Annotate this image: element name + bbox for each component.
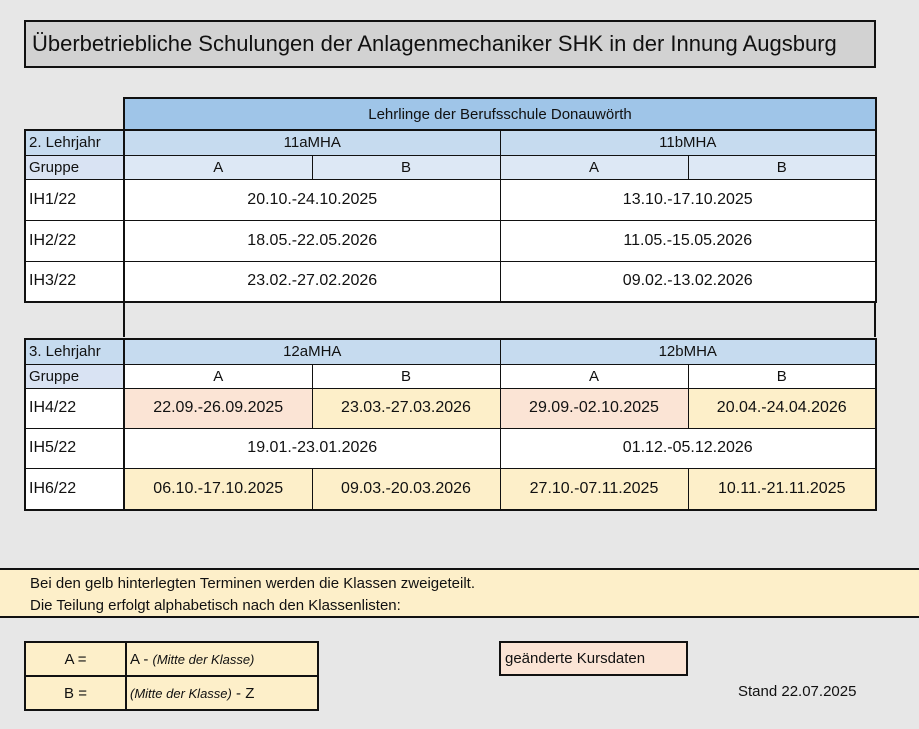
table-row	[25, 388, 876, 428]
date-cell-changed: 29.09.-02.10.2025	[500, 388, 688, 428]
legend-b-italic: (Mitte der Klasse)	[130, 685, 232, 701]
table-row	[25, 428, 876, 468]
group-cell: B	[312, 364, 500, 388]
group-label: Gruppe	[25, 155, 124, 179]
legend-a-italic: (Mitte der Klasse)	[152, 651, 255, 667]
table-row	[25, 261, 876, 302]
table-row	[25, 468, 876, 510]
schedule-table-year2	[24, 97, 877, 303]
date-cell: 01.12.-05.12.2026	[500, 428, 876, 468]
row-id: IH2/22	[25, 220, 124, 261]
group-label: Gruppe	[25, 364, 124, 388]
group-cell: B	[688, 155, 876, 179]
split-legend	[24, 641, 319, 711]
date-cell: 20.10.-24.10.2025	[124, 179, 500, 220]
date-cell-split: 20.04.-24.04.2026	[688, 388, 876, 428]
legend-b-label: B =	[25, 676, 126, 710]
split-note	[0, 568, 919, 618]
row-id: IH1/22	[25, 179, 124, 220]
class-header: 11aMHA	[124, 130, 500, 155]
date-cell: 11.05.-15.05.2026	[500, 220, 876, 261]
class-header: 12bMHA	[500, 339, 876, 364]
year-label: 2. Lehrjahr	[25, 130, 124, 155]
table-gap	[123, 301, 876, 337]
date-cell-split: 10.11.-21.11.2025	[688, 468, 876, 510]
changed-dates-legend: geänderte Kursdaten	[499, 641, 688, 676]
split-note-line1: Bei den gelb hinterlegten Terminen werden die Klassen zweigeteilt.	[30, 575, 475, 592]
split-note-line2: Die Teilung erfolgt alphabetisch nach den Klassenlisten:	[30, 597, 401, 614]
group-cell: A	[124, 155, 312, 179]
table-row	[25, 179, 876, 220]
group-cell: B	[688, 364, 876, 388]
row-id: IH6/22	[25, 468, 124, 510]
section-header: Lehrlinge der Berufsschule Donauwörth	[124, 98, 876, 130]
date-cell: 09.02.-13.02.2026	[500, 261, 876, 302]
date-cell-changed: 22.09.-26.09.2025	[124, 388, 312, 428]
row-id: IH3/22	[25, 261, 124, 302]
table-row	[25, 220, 876, 261]
date-cell: 18.05.-22.05.2026	[124, 220, 500, 261]
group-cell: B	[312, 155, 500, 179]
legend-b-desc	[126, 676, 318, 710]
corner-empty	[25, 98, 124, 130]
legend-a-desc	[126, 642, 318, 676]
legend-a-prefix: A -	[130, 650, 153, 668]
row-id: IH4/22	[25, 388, 124, 428]
stand-date: Stand 22.07.2025	[738, 683, 857, 700]
group-cell: A	[500, 364, 688, 388]
date-cell-split: 23.03.-27.03.2026	[312, 388, 500, 428]
date-cell: 13.10.-17.10.2025	[500, 179, 876, 220]
date-cell: 19.01.-23.01.2026	[124, 428, 500, 468]
page-title: Überbetriebliche Schulungen der Anlagenmechaniker SHK in der Innung Augsburg	[24, 20, 876, 68]
date-cell-split: 06.10.-17.10.2025	[124, 468, 312, 510]
date-cell-split: 27.10.-07.11.2025	[500, 468, 688, 510]
date-cell-split: 09.03.-20.03.2026	[312, 468, 500, 510]
row-id: IH5/22	[25, 428, 124, 468]
date-cell: 23.02.-27.02.2026	[124, 261, 500, 302]
legend-b-suffix: - Z	[231, 684, 255, 702]
group-cell: A	[500, 155, 688, 179]
group-cell: A	[124, 364, 312, 388]
schedule-table-year3	[24, 338, 877, 511]
year-label: 3. Lehrjahr	[25, 339, 124, 364]
class-header: 11bMHA	[500, 130, 876, 155]
legend-a-label: A =	[25, 642, 126, 676]
class-header: 12aMHA	[124, 339, 500, 364]
